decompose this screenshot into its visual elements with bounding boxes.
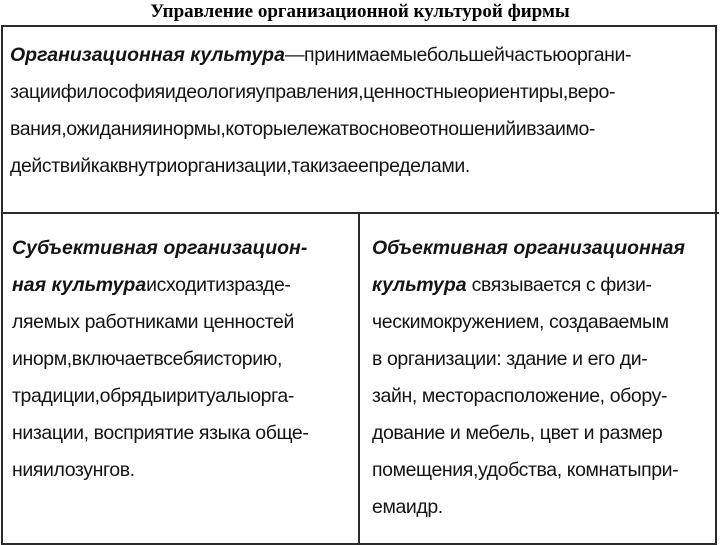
objective-line-7: помещения,удобства, комнатыпри- (372, 459, 679, 481)
subjective-text-1: исходитизразде- (146, 274, 291, 296)
objective-term-line-1: Объективная организационная (372, 237, 685, 259)
subjective-term-line-1: Субъективная организацион- (12, 237, 308, 259)
subjective-line-4: инорм,включаетвсебяисторию, (12, 348, 282, 370)
objective-culture-cell (372, 230, 712, 526)
objective-line-4: в организации: здание и его ди- (372, 348, 648, 370)
subjective-culture-cell (12, 230, 347, 489)
objective-line-6: дование и мебель, цвет и размер (372, 422, 663, 444)
objective-line-3: ческимокружением, создаваемым (372, 311, 669, 333)
subjective-line-3: ляемых работниками ценностей (12, 311, 294, 333)
definition-term: Организационная культура (10, 44, 285, 66)
subjective-line-2 (12, 267, 347, 304)
objective-text-1: связывается с физи- (466, 274, 652, 296)
subjective-term-line-2: ная культура (12, 274, 147, 296)
column-divider (358, 213, 360, 543)
definition-line-3: вания,ожиданияинормы,которыележатвосновеотношенийивзаимо- (10, 118, 595, 140)
definition-text-1: —принимаемыебольшейчастьюоргани- (284, 44, 632, 66)
objective-line-2 (372, 267, 712, 304)
definition-line-1 (10, 37, 710, 74)
subjective-line-7: нияилозунгов. (12, 459, 135, 481)
objective-line-8: емаидр. (372, 496, 443, 518)
definition-cell (10, 37, 710, 185)
definition-line-2: зациифилософияидеологияуправления,ценностныеориентиры,веро- (10, 81, 616, 103)
subjective-line-5: традиции,обрядыиритуалыорга- (12, 385, 294, 407)
page-title: Управление организационной культурой фирмы (150, 1, 570, 22)
subjective-line-6: низации, восприятие языка обще- (12, 422, 309, 444)
objective-line-5: зайн, месторасположение, обору- (372, 385, 668, 407)
objective-term-line-2: культура (372, 274, 467, 296)
definition-line-4: действийкаквнутриорганизации,такизаеепределами. (10, 155, 470, 177)
row-divider (1, 212, 719, 214)
